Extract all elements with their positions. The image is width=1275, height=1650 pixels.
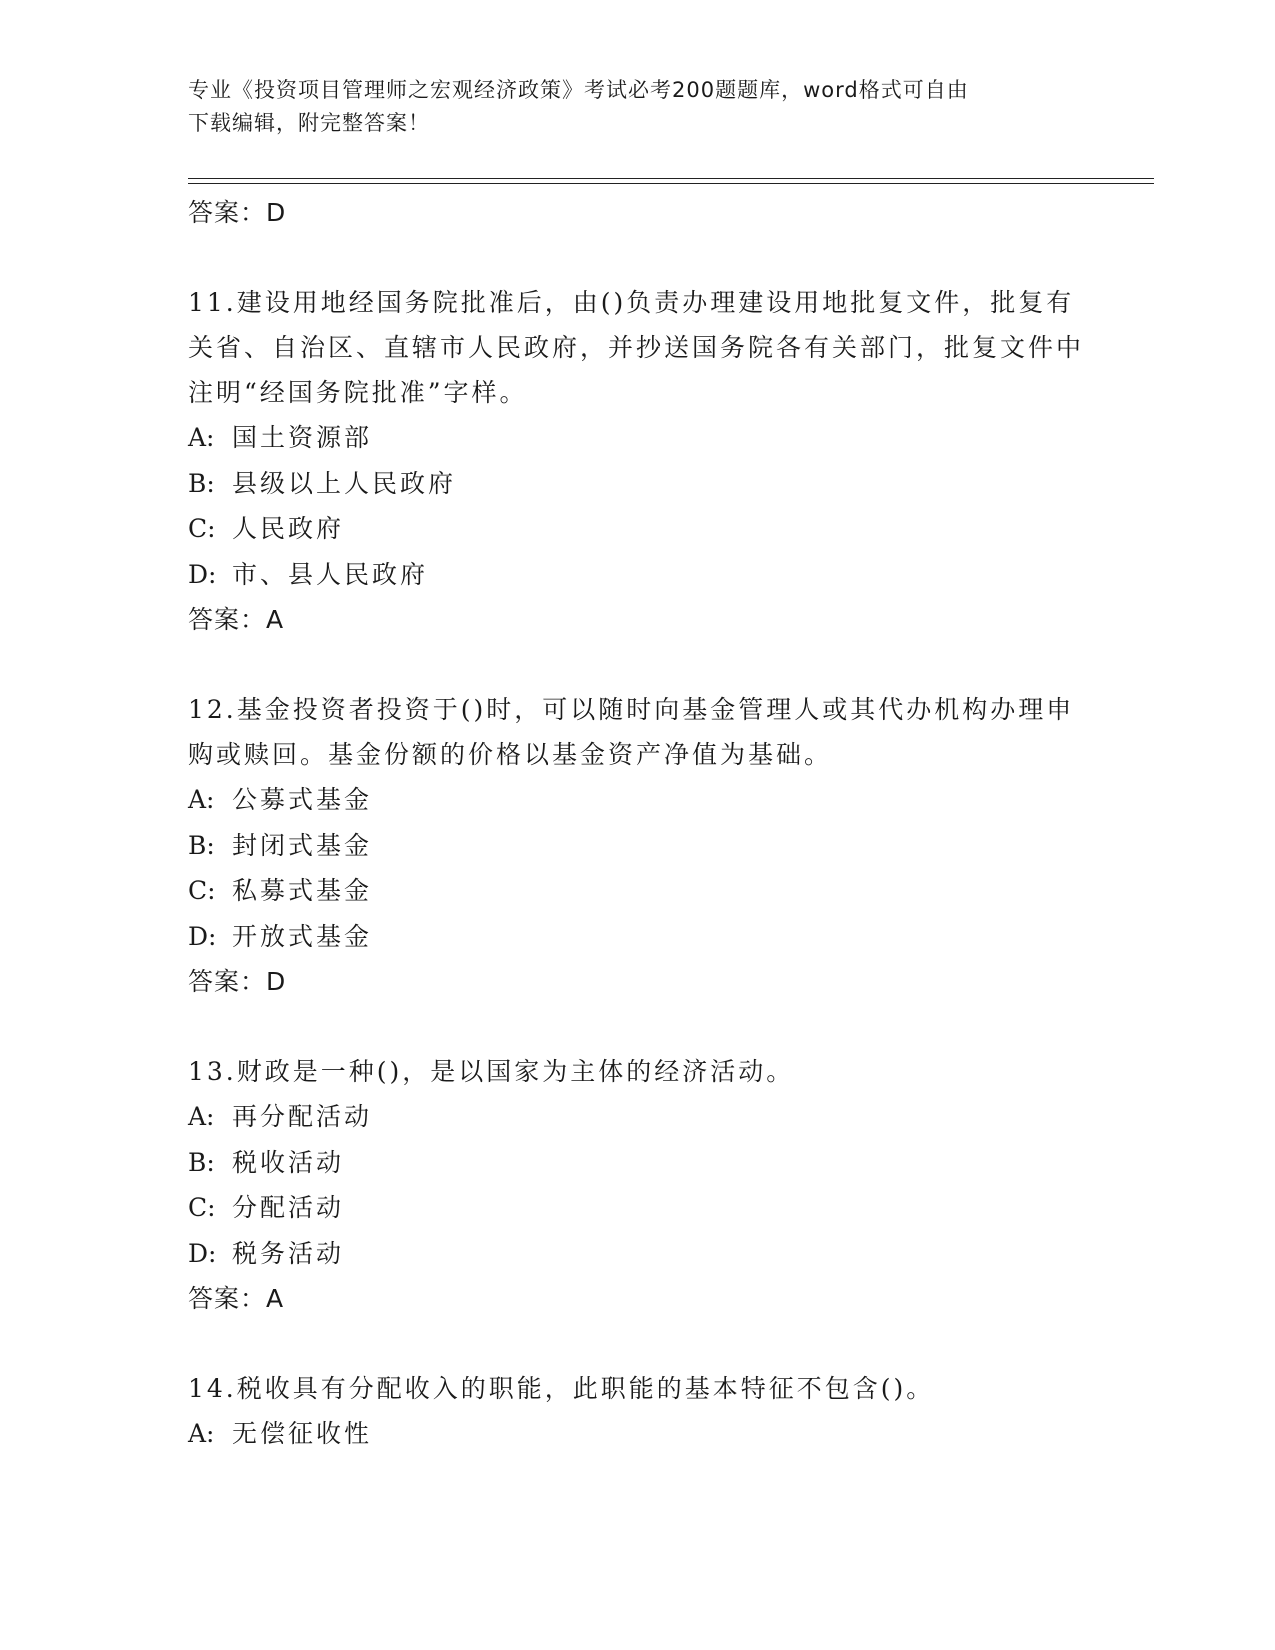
question-stem: 11.建设用地经国务院批准后，由()负责办理建设用地批复文件，批复有关省、自治区、直辖市人民政府，并抄送国务院各有关部门，批复文件中注明“经国务院批准”字样。 <box>188 288 1085 407</box>
option-text: 人民政府 <box>232 514 345 543</box>
option-d <box>188 552 1098 598</box>
option-text: 县级以上人民政府 <box>232 468 457 498</box>
header-line-2: 下载编辑，附完整答案！ <box>188 111 430 135</box>
page-header <box>188 74 1068 140</box>
header-divider-bottom <box>188 183 1154 184</box>
option-d <box>188 914 1098 960</box>
option-text: 私募式基金 <box>232 876 373 905</box>
option-key: D: <box>188 921 217 951</box>
option-key: C: <box>188 876 216 905</box>
option-b <box>188 461 1098 507</box>
option-c <box>188 868 1098 914</box>
question-stem: 13.财政是一种()，是以国家为主体的经济活动。 <box>188 1057 795 1086</box>
option-d <box>188 1231 1098 1277</box>
option-text: 无偿征收性 <box>232 1419 373 1448</box>
option-text: 市、县人民政府 <box>232 559 429 589</box>
option-key: B: <box>188 830 215 860</box>
option-key: D: <box>188 559 217 589</box>
option-key: C: <box>188 1193 216 1222</box>
header-divider-top <box>188 178 1154 179</box>
option-text: 分配活动 <box>232 1193 345 1222</box>
option-key: C: <box>188 514 216 543</box>
question-item <box>188 280 1098 642</box>
question-answer: 答案：A <box>188 1284 285 1313</box>
question-item <box>188 1049 1098 1321</box>
option-key: D: <box>188 1238 217 1268</box>
option-key: A: <box>188 423 215 452</box>
question-item <box>188 687 1098 1004</box>
option-text: 税务活动 <box>232 1238 345 1268</box>
option-c <box>188 1185 1098 1231</box>
option-key: B: <box>188 1147 215 1177</box>
option-a <box>188 1094 1098 1140</box>
option-b <box>188 1140 1098 1186</box>
option-text: 再分配活动 <box>232 1102 373 1131</box>
question-answer: 答案：A <box>188 605 285 634</box>
option-a <box>188 415 1098 461</box>
option-text: 公募式基金 <box>232 785 373 814</box>
option-key: A: <box>188 785 215 814</box>
option-text: 开放式基金 <box>232 921 373 951</box>
question-list <box>188 190 1098 1457</box>
question-stem: 12.基金投资者投资于()时，可以随时向基金管理人或其代办机构办理申购或赎回。基金份额的价格以基金资产净值为基础。 <box>188 695 1075 769</box>
option-a <box>188 1411 1098 1457</box>
option-key: B: <box>188 468 215 498</box>
option-c <box>188 506 1098 552</box>
question-stem: 14.税收具有分配收入的职能，此职能的基本特征不包含()。 <box>188 1374 935 1403</box>
option-text: 税收活动 <box>232 1147 345 1177</box>
option-key: A: <box>188 1102 215 1131</box>
option-b <box>188 823 1098 869</box>
option-key: A: <box>188 1419 215 1448</box>
question-item <box>188 1366 1098 1457</box>
option-text: 国土资源部 <box>232 423 373 452</box>
previous-answer: 答案：D <box>188 198 287 227</box>
question-answer: 答案：D <box>188 967 287 996</box>
option-a <box>188 777 1098 823</box>
header-line-1: 专业《投资项目管理师之宏观经济政策》考试必考200题题库，word格式可自由 <box>188 78 969 102</box>
option-text: 封闭式基金 <box>232 830 373 860</box>
